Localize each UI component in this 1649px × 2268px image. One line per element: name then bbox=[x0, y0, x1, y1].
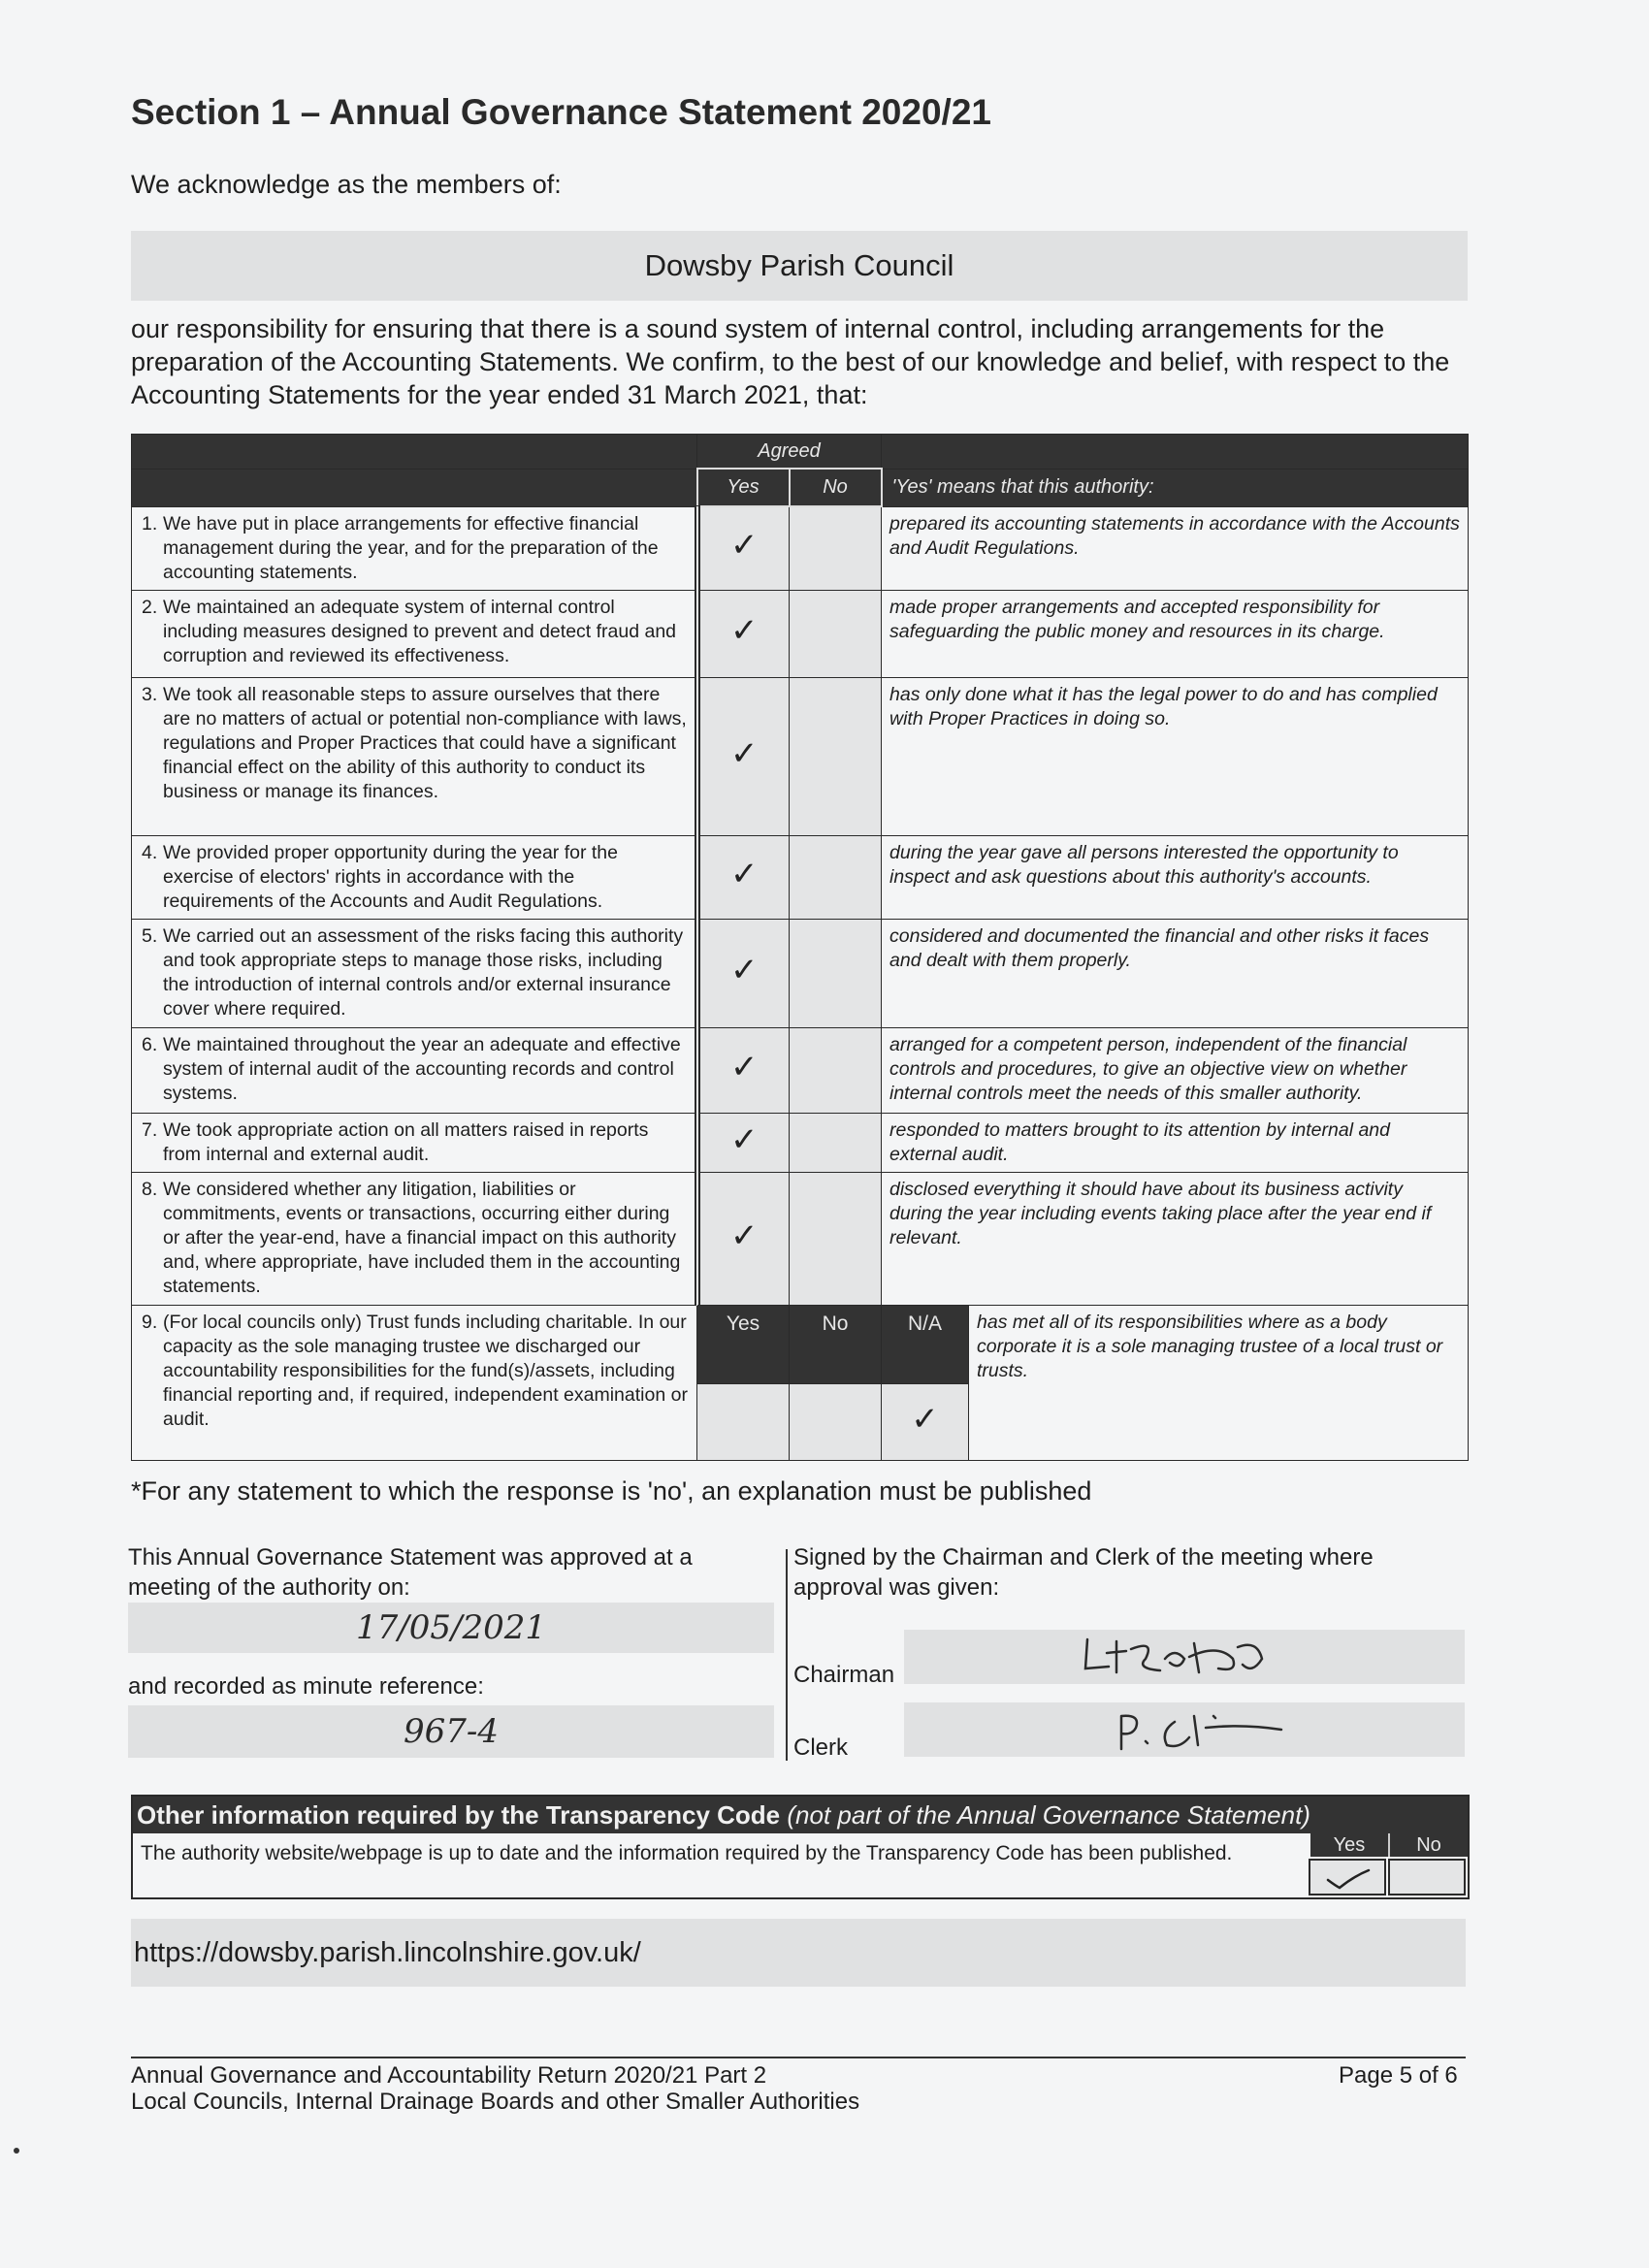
footer-text bbox=[131, 2062, 859, 2115]
means-text: disclosed everything it should have about its business activity during the year including events taking place after the year end if relevant. bbox=[882, 1172, 1469, 1305]
no-checkbox[interactable] bbox=[790, 835, 882, 919]
statement-text: 2. We maintained an adequate system of internal control including measures designed to prevent and detect fraud and corruption and reviewed its effectiveness. bbox=[132, 590, 697, 677]
trust-yes-checkbox[interactable] bbox=[697, 1383, 790, 1460]
acknowledge-text: We acknowledge as the members of: bbox=[131, 170, 562, 199]
means-text: made proper arrangements and accepted responsibility for safeguarding the public money and resources in its charge. bbox=[882, 590, 1469, 677]
check-icon: ✓ bbox=[730, 612, 759, 649]
table-row-trust-header bbox=[132, 1305, 1469, 1383]
yes-checkbox[interactable] bbox=[697, 506, 790, 590]
means-text: prepared its accounting statements in accordance with the Accounts and Audit Regulations. bbox=[882, 506, 1469, 590]
trust-na-header: N/A bbox=[882, 1305, 969, 1383]
header-blank-right bbox=[882, 435, 1469, 470]
minute-reference: 967-4 bbox=[403, 1712, 499, 1751]
table-header-row bbox=[132, 435, 1469, 470]
statement-text: 1. We have put in place arrangements for effective financial management during the year, and for the preparation of the accounting statements. bbox=[132, 506, 697, 590]
transparency-yes-checkbox[interactable] bbox=[1309, 1859, 1386, 1895]
signed-text: Signed by the Chairman and Clerk of the meeting where approval was given: bbox=[793, 1544, 1374, 1601]
transparency-text: The authority website/webpage is up to date and the information required by the Transparency Code has been published. bbox=[141, 1842, 1233, 1864]
statement-text: 6. We maintained throughout the year an adequate and effective system of internal audit of the accounting records and control systems. bbox=[132, 1027, 697, 1113]
no-checkbox[interactable] bbox=[790, 590, 882, 677]
yes-checkbox[interactable] bbox=[697, 590, 790, 677]
statement-text: 3. We took all reasonable steps to assure ourselves that there are no matters of actual or potential non-compliance with laws, regulations and Proper Practices that could have a significant financial effect on the ability of this authority to conduct its business or manage its finances. bbox=[132, 677, 697, 835]
yes-checkbox[interactable] bbox=[697, 677, 790, 835]
check-icon: ✓ bbox=[730, 1216, 759, 1254]
no-checkbox[interactable] bbox=[790, 1172, 882, 1305]
check-icon: ✓ bbox=[730, 1049, 759, 1085]
table-row bbox=[132, 677, 1469, 835]
yes-checkbox[interactable] bbox=[697, 1172, 790, 1305]
website-address-field bbox=[131, 1919, 1466, 1987]
scan-mark bbox=[14, 2148, 19, 2154]
no-checkbox[interactable] bbox=[790, 1027, 882, 1113]
trust-no-checkbox[interactable] bbox=[790, 1383, 882, 1460]
yes-checkbox[interactable] bbox=[697, 1113, 790, 1172]
minute-reference-field bbox=[128, 1705, 774, 1758]
no-checkbox[interactable] bbox=[790, 919, 882, 1027]
check-icon bbox=[1310, 1861, 1384, 1894]
transparency-heading-italic: (not part of the Annual Governance Statement) bbox=[787, 1800, 1310, 1830]
authority-name: Dowsby Parish Council bbox=[644, 248, 954, 282]
chairman-signature-field bbox=[904, 1630, 1465, 1684]
transparency-heading bbox=[133, 1797, 1468, 1833]
yes-checkbox[interactable] bbox=[697, 1027, 790, 1113]
table-subheader-row bbox=[132, 469, 1469, 506]
page-number: Page 5 of 6 bbox=[1339, 2062, 1458, 2089]
yes-checkbox[interactable] bbox=[697, 919, 790, 1027]
footer-line-2: Local Councils, Internal Drainage Boards and other Smaller Authorities bbox=[131, 2089, 860, 2115]
transparency-heading-bold: Other information required by the Transparency Code bbox=[137, 1800, 781, 1830]
no-checkbox[interactable] bbox=[790, 677, 882, 835]
table-row bbox=[132, 506, 1469, 590]
table-row bbox=[132, 1172, 1469, 1305]
no-checkbox[interactable] bbox=[790, 506, 882, 590]
table-row bbox=[132, 590, 1469, 677]
means-header: 'Yes' means that this authority: bbox=[882, 469, 1469, 506]
chairman-label: Chairman bbox=[793, 1662, 895, 1688]
table-row bbox=[132, 1113, 1469, 1172]
statement-text: 5. We carried out an assessment of the risks facing this authority and took appropriate steps to manage those risks, including the introduction of internal controls and/or external insurance cover where required. bbox=[132, 919, 697, 1027]
transparency-no-header: No bbox=[1390, 1833, 1468, 1857]
means-text: has only done what it has the legal power to do and has complied with Proper Practices in doing so. bbox=[882, 677, 1469, 835]
transparency-code-section bbox=[131, 1795, 1470, 1899]
yes-header: Yes bbox=[697, 469, 790, 506]
transparency-yes-header: Yes bbox=[1310, 1833, 1390, 1857]
no-header: No bbox=[790, 469, 882, 506]
clerk-signature-field bbox=[904, 1702, 1465, 1757]
explanation-note: *For any statement to which the response is 'no', an explanation must be published bbox=[131, 1476, 1092, 1506]
approval-text: This Annual Governance Statement was approved at a meeting of the authority on: bbox=[128, 1544, 693, 1601]
trust-yes-header: Yes bbox=[697, 1305, 790, 1383]
agreed-header: Agreed bbox=[697, 435, 882, 470]
clerk-label: Clerk bbox=[793, 1734, 849, 1761]
yes-checkbox[interactable] bbox=[697, 835, 790, 919]
check-icon: ✓ bbox=[730, 856, 759, 892]
page-title: Section 1 – Annual Governance Statement 2020/21 bbox=[131, 92, 991, 132]
meeting-date: 17/05/2021 bbox=[356, 1608, 546, 1647]
check-icon: ✓ bbox=[911, 1400, 939, 1438]
trust-no-header: No bbox=[790, 1305, 882, 1383]
means-text: during the year gave all persons interested the opportunity to inspect and ask questions about this authority's accounts. bbox=[882, 835, 1469, 919]
check-icon: ✓ bbox=[730, 734, 759, 772]
means-text: responded to matters brought to its attention by internal and external audit. bbox=[882, 1113, 1469, 1172]
statement-text: 9. (For local councils only) Trust funds including charitable. In our capacity as the sole managing trustee we discharged our accountability responsibilities for the fund(s)/assets, including financial reporting and, if required, independent examination or audit. bbox=[132, 1305, 697, 1460]
statement-text: 7. We took appropriate action on all matters raised in reports from internal and external audit. bbox=[132, 1113, 697, 1172]
intro-paragraph: our responsibility for ensuring that there is a sound system of internal control, including arrangements for the preparation of the Accounting Statements. We confirm, to the best of our knowledge and belief, with respect to the Accounting Statements for the year ended 31 March 2021, that: bbox=[131, 314, 1450, 409]
table-row bbox=[132, 1027, 1469, 1113]
footer-line-1: Annual Governance and Accountability Return 2020/21 Part 2 bbox=[131, 2062, 767, 2089]
chairman-signature bbox=[1039, 1630, 1330, 1684]
table-row bbox=[132, 919, 1469, 1027]
meeting-date-field bbox=[128, 1603, 774, 1653]
no-checkbox[interactable] bbox=[790, 1113, 882, 1172]
statement-text: 4. We provided proper opportunity during the year for the exercise of electors' rights in accordance with the requirements of the Accounts and Audit Regulations. bbox=[132, 835, 697, 919]
clerk-signature bbox=[1039, 1702, 1330, 1757]
column-divider bbox=[786, 1549, 788, 1761]
header-blank-2 bbox=[132, 469, 697, 506]
trust-na-checkbox[interactable] bbox=[882, 1383, 969, 1460]
check-icon: ✓ bbox=[730, 952, 759, 988]
means-text: has met all of its responsibilities where as a body corporate it is a sole managing trustee of a local trust or trusts. bbox=[969, 1305, 1469, 1460]
statements-table bbox=[131, 434, 1469, 1461]
table-row bbox=[132, 835, 1469, 919]
header-blank bbox=[132, 435, 697, 470]
means-text: considered and documented the financial and other risks it faces and dealt with them properly. bbox=[882, 919, 1469, 1027]
footer-divider bbox=[131, 2057, 1466, 2058]
minute-label: and recorded as minute reference: bbox=[128, 1673, 484, 1700]
authority-name-field bbox=[131, 231, 1468, 301]
statement-text: 8. We considered whether any litigation, liabilities or commitments, events or transactions, occurring either during or after the year-end, have a financial impact on this authority and, where appropriate, have included them in the accounting statements. bbox=[132, 1172, 697, 1305]
check-icon: ✓ bbox=[730, 1120, 759, 1158]
website-url[interactable]: https://dowsby.parish.lincolnshire.gov.uk/ bbox=[134, 1937, 641, 1968]
transparency-no-checkbox[interactable] bbox=[1388, 1859, 1466, 1895]
check-icon: ✓ bbox=[730, 527, 759, 565]
means-text: arranged for a competent person, independent of the financial controls and procedures, to give an objective view on whether internal controls meet the needs of this smaller authority. bbox=[882, 1027, 1469, 1113]
